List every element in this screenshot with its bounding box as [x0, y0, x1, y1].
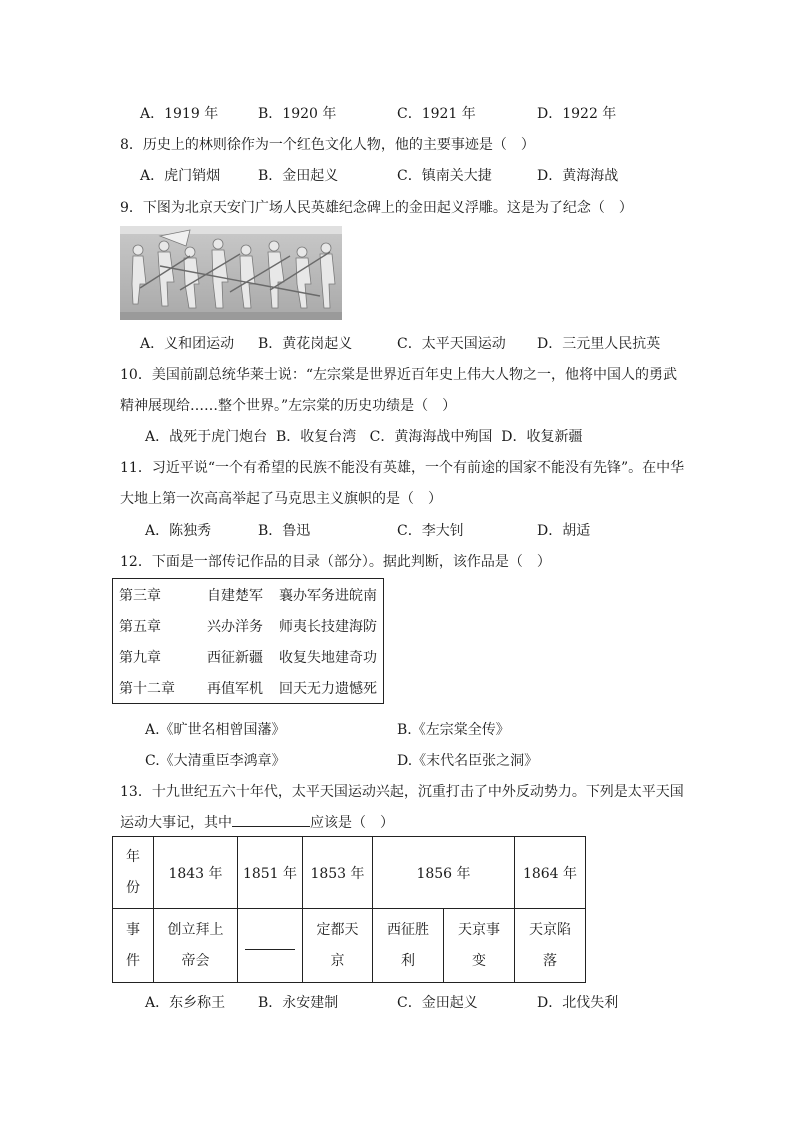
- q11-option-d: D．胡适: [537, 523, 591, 539]
- q13-option-b: B．永安建制: [258, 995, 339, 1011]
- row-header-event: 事 件: [113, 909, 154, 983]
- q8-option-c: C．镇南关大捷: [397, 168, 492, 184]
- toc-title: 自建楚军: [207, 587, 263, 604]
- toc-subtitle: 收复失地建奇功: [279, 649, 377, 666]
- answer-blank-cell: [245, 949, 295, 950]
- event-cell: 天京事 变: [444, 909, 515, 983]
- event-cell: 天京陷 落: [515, 909, 586, 983]
- event-cell-blank: [238, 909, 303, 983]
- q13-stem-line2: [120, 812, 394, 832]
- q8-option-b: B．金田起义: [258, 168, 339, 184]
- q12-option-a: A.《旷世名相曾国藩》: [145, 722, 286, 738]
- toc-chapter: 第十二章: [119, 680, 175, 697]
- q12-option-c: C.《大清重臣李鸿章》: [145, 753, 286, 769]
- q11-option-b: B．鲁迅: [258, 523, 311, 539]
- year-cell: 1864 年: [515, 837, 586, 909]
- q13-stem-line1: 13．十九世纪五六十年代，太平天国运动兴起，沉重打击了中外反动势力。下列是太平天国: [120, 784, 684, 800]
- toc-chapter: 第五章: [119, 618, 161, 635]
- q12-option-b: B.《左宗棠全传》: [397, 722, 510, 738]
- q10-stem-line1: 10．美国前副总统华莱士说：“左宗棠是世界近百年史上伟大人物之一，他将中国人的勇武: [120, 367, 677, 383]
- toc-row: [113, 672, 384, 704]
- q13-stem-part1: 运动大事记，其中: [120, 815, 232, 831]
- toc-row: [113, 641, 384, 672]
- toc-row: [113, 610, 384, 641]
- toc-subtitle: 师夷长技建海防: [279, 618, 377, 635]
- q11-stem-line2: 大地上第一次高高举起了马克思主义旗帜的是（ ）: [120, 491, 442, 507]
- toc-subtitle: 回天无力遗憾死: [279, 680, 377, 697]
- q12-stem: 12．下面是一部传记作品的目录（部分）。据此判断，该作品是（ ）: [120, 554, 551, 570]
- q9-option-a: A．义和团运动: [140, 336, 235, 352]
- q7-option-b: B．1920 年: [258, 106, 337, 122]
- q13-option-a: A．东乡称王: [145, 995, 226, 1011]
- toc-chapter: 第三章: [119, 587, 161, 604]
- q13-option-d: D．北伐失利: [537, 995, 619, 1011]
- q7-option-a: A．1919 年: [140, 106, 219, 122]
- biography-contents-table: [112, 578, 384, 704]
- taiping-events-table: [112, 836, 586, 983]
- toc-title: 兴办洋务: [207, 618, 263, 635]
- answer-blank: [232, 826, 310, 827]
- event-cell: 创立拜上 帝会: [154, 909, 238, 983]
- q11-stem-line1: 11．习近平说“一个有希望的民族不能没有英雄，一个有前途的国家不能没有先锋”。在中华: [120, 460, 685, 476]
- row-header-year: 年 份: [113, 837, 154, 909]
- q13-option-c: C．金田起义: [397, 995, 478, 1011]
- toc-subtitle: 襄办军务进皖南: [279, 587, 377, 604]
- event-cell: 西征胜 利: [373, 909, 444, 983]
- toc-title: 再值军机: [207, 680, 263, 697]
- q7-option-c: C．1921 年: [397, 106, 476, 122]
- toc-chapter: 第九章: [119, 649, 161, 666]
- q10-stem-line2: 精神展现给……整个世界。”左宗棠的历史功绩是（ ）: [120, 398, 457, 414]
- event-cell: 定都天 京: [303, 909, 373, 983]
- table-row-years: [113, 837, 586, 909]
- year-cell: 1856 年: [373, 837, 515, 909]
- q13-stem-part2: 应该是（ ）: [310, 815, 394, 831]
- q9-option-c: C．太平天国运动: [397, 336, 506, 352]
- q8-option-d: D．黄海海战: [537, 168, 619, 184]
- toc-title: 西征新疆: [207, 649, 263, 666]
- q9-option-d: D．三元里人民抗英: [537, 336, 661, 352]
- table-row-events: [113, 909, 586, 983]
- q11-option-a: A．陈独秀: [145, 523, 212, 539]
- year-cell: 1851 年: [238, 837, 303, 909]
- year-cell: 1853 年: [303, 837, 373, 909]
- q12-option-d: D.《末代名臣张之洞》: [397, 753, 539, 769]
- q9-stem: 9．下图为北京天安门广场人民英雄纪念碑上的金田起义浮雕。这是为了纪念（ ）: [120, 200, 633, 216]
- q9-option-b: B．黄花岗起义: [258, 336, 353, 352]
- q11-option-c: C．李大钊: [397, 523, 464, 539]
- q10-options: A．战死于虎门炮台 B．收复台湾 C．黄海海战中殉国 D．收复新疆: [145, 429, 583, 445]
- q7-option-d: D．1922 年: [537, 106, 617, 122]
- q8-stem: 8．历史上的林则徐作为一个红色文化人物，他的主要事迹是（ ）: [120, 137, 535, 153]
- jintian-uprising-relief-image: [120, 226, 342, 320]
- q8-option-a: A．虎门销烟: [140, 168, 221, 184]
- toc-row: [113, 579, 384, 611]
- year-cell: 1843 年: [154, 837, 238, 909]
